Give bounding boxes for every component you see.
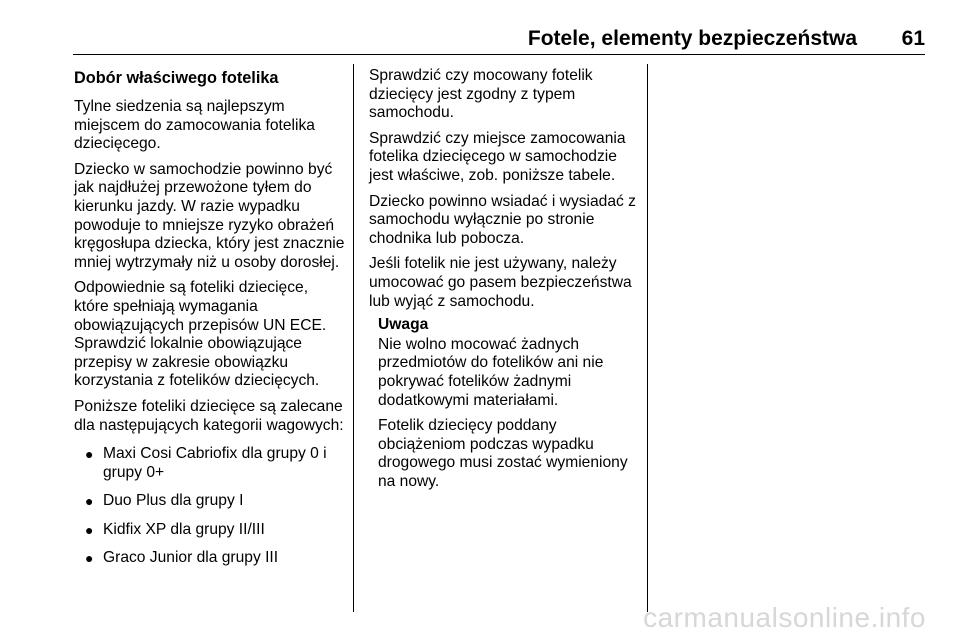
left-column (74, 68, 346, 578)
note-paragraph: Nie wolno mocować żadnych przedmiotów do fotelików ani nie pokrywać fotelików żadnymi dodatkowymi materiałami. (378, 335, 604, 409)
page-header (73, 26, 925, 52)
note-title: Uwaga (378, 316, 429, 334)
paragraph: Sprawdzić czy miejsce zamocowania fotelika dziecięcego w samochodzie jest właściwe, zob. poniższe tabele. (369, 129, 626, 184)
bullet-icon: ● (85, 521, 94, 538)
bullet-list (74, 445, 346, 568)
bullet-icon: ● (85, 493, 94, 510)
paragraph: Dziecko powinno wsiadać i wysiadać z samochodu wyłącznie po stronie chodnika lub pobocza. (369, 192, 636, 247)
section-title: Dobór właściwego fotelika (74, 69, 279, 87)
bullet-icon: ● (85, 446, 94, 463)
column-divider (647, 64, 648, 612)
right-column (369, 67, 639, 498)
paragraph: Sprawdzić czy mocowany fotelik dziecięcy jest zgodny z typem samochodu. (369, 67, 593, 122)
list-item-text: Kidfix XP dla grupy II/III (103, 520, 265, 538)
header-rule (73, 54, 925, 55)
bullet-icon: ● (85, 550, 94, 567)
list-item (74, 549, 346, 568)
page-number: 61 (901, 27, 925, 50)
paragraph: Poniższe foteliki dziecięce są zalecane dla następujących kategorii wagowych: (74, 397, 344, 434)
list-item-text: Maxi Cosi Cabriofix dla grupy 0 i grupy 0+ (103, 445, 327, 481)
paragraph: Odpowiednie są foteliki dziecięce, które spełniają wymagania obowiązujących przepisów UN ECE. Sprawdzić lokalnie obowiązujące przepisy w zakresie obowiązku korzystania z fotelików dziecięcych. (74, 279, 327, 390)
paragraph: Jeśli fotelik nie jest używany, należy umocować go pasem bezpieczeństwa lub wyjąć z samochodu. (369, 255, 632, 310)
note-paragraph: Fotelik dziecięcy poddany obciążeniom podczas wypadku drogowego musi zostać wymieniony na nowy. (378, 417, 628, 490)
column-divider (353, 64, 354, 612)
list-item (74, 445, 346, 482)
note-box (378, 316, 639, 491)
paragraph: Tylne siedzenia są najlepszym miejscem do zamocowania fotelika dziecięcego. (74, 98, 315, 153)
list-item (74, 521, 346, 540)
paragraph: Dziecko w samochodzie powinno być jak najdłużej przewożone tyłem do kierunku jazdy. W razie wypadku powoduje to mniejsze ryzyko obrażeń kręgosłupa dziecka, który jest znacznie mniej wytrzymały niż u osoby dorosłej. (74, 160, 345, 271)
header-title: Fotele, elementy bezpieczeństwa (527, 27, 857, 50)
list-item-text: Graco Junior dla grupy III (103, 549, 279, 567)
list-item-text: Duo Plus dla grupy I (103, 492, 244, 510)
list-item (74, 492, 346, 511)
watermark: carmanualsonline.info (643, 602, 926, 633)
